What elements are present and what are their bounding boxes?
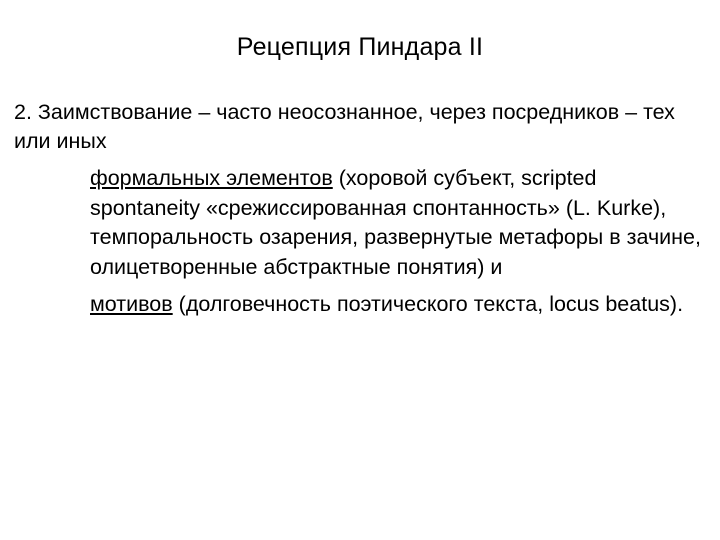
paragraph-keyword: мотивов [90,292,173,316]
paragraph-text: (хоровой субъект, scripted spontaneity «срежиссированная спонтанность» (L. Kurke), темпоральность озарения, развернутые метафоры в зачине, олицетворенные абстрактные понятия) и [90,166,701,279]
body-paragraph [14,290,704,320]
paragraph-text: 2. Заимствование – часто неосознанное, через посредников – тех или иных [14,100,675,153]
paragraph-text: (долговечность поэтического текста, locus beatus). [172,292,684,316]
slide-title: Рецепция Пиндара II [236,33,484,61]
paragraph-keyword: формальных элементов [90,166,333,190]
body-paragraph [14,98,704,156]
slide-body [14,98,704,322]
body-paragraph [14,164,704,282]
